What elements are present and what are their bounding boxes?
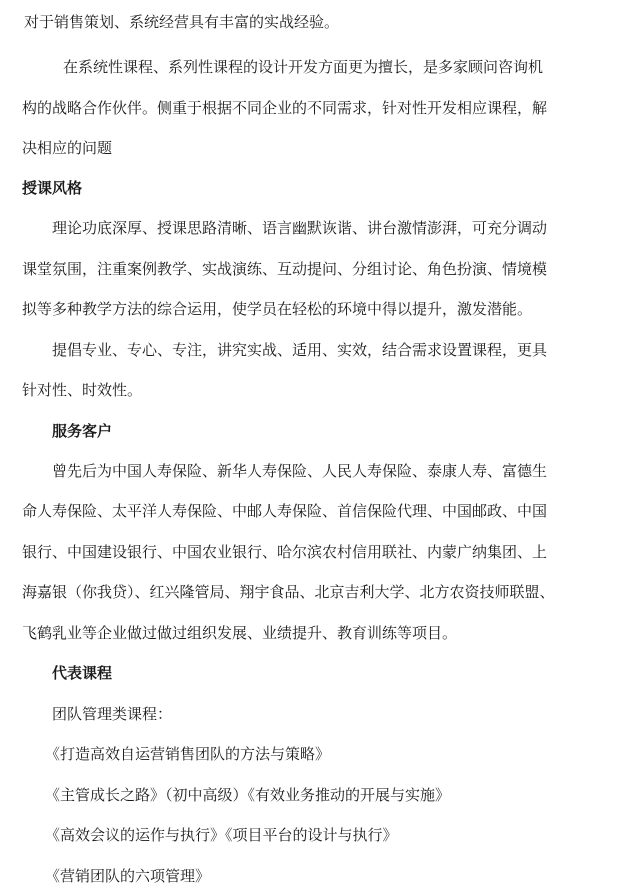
intro-line: 构的战略合作伙伴。侧重于根据不同企业的不同需求，针对性开发相应课程，解 (22, 99, 548, 117)
course-item: 《主管成长之路》（初中高级）《有效业务推动的开展与实施》 (45, 786, 451, 804)
section-heading-courses: 代表课程 (52, 664, 113, 682)
teaching-style-line: 提倡专业、专心、专注，讲究实战、适用、实效，结合需求设置课程，更具 (52, 341, 548, 359)
teaching-style-line: 课堂氛围，注重案例教学、实战演练、互动提问、分组讨论、角色扮演、情境模 (22, 260, 548, 278)
clients-line: 飞鹤乳业等企业做过做过组织发展、业绩提升、教育训练等项目。 (22, 624, 458, 642)
clients-line: 银行、中国建设银行、中国农业银行、哈尔滨农村信用联社、内蒙广纳集团、上 (22, 543, 548, 561)
teaching-style-line: 理论功底深厚、授课思路清晰、语言幽默诙谐、讲台激情澎湃，可充分调动 (52, 219, 548, 237)
clients-line: 命人寿保险、太平洋人寿保险、中邮人寿保险、首信保险代理、中国邮政、中国 (22, 502, 548, 520)
intro-line: 决相应的问题 (22, 139, 113, 157)
course-item: 《营销团队的六项管理》 (45, 867, 211, 885)
section-heading-teaching-style: 授课风格 (22, 179, 83, 197)
teaching-style-line: 拟等多种教学方法的综合运用，使学员在轻松的环境中得以提升，激发潜能。 (22, 300, 533, 318)
section-heading-clients: 服务客户 (52, 422, 113, 440)
intro-line: 对于销售策划、系统经营具有丰富的实战经验。 (24, 13, 340, 31)
clients-line: 曾先后为中国人寿保险、新华人寿保险、人民人寿保险、泰康人寿、富德生 (52, 462, 548, 480)
teaching-style-line: 针对性、时效性。 (22, 381, 143, 399)
course-category: 团队管理类课程： (52, 705, 173, 723)
clients-line: 海嘉银（你我贷）、红兴隆管局、翔宇食品、北京吉利大学、北方农资技师联盟、 (22, 583, 555, 601)
intro-line: 在系统性课程、系列性课程的设计开发方面更为擅长，是多家顾问咨询机 (63, 58, 544, 76)
course-item: 《打造高效自运营销售团队的方法与策略》 (45, 745, 331, 763)
course-item: 《高效会议的运作与执行》《项目平台的设计与执行》 (45, 826, 398, 844)
